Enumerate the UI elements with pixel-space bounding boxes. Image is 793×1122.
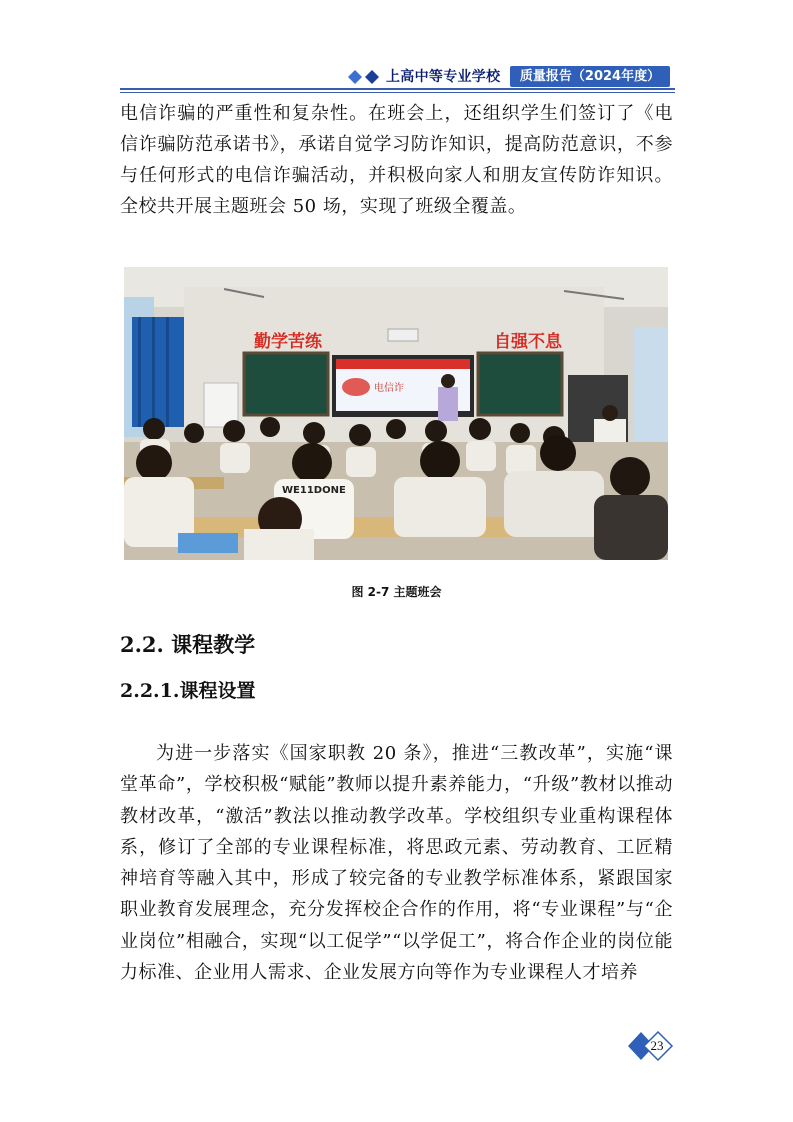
shirt-text: WE11DONE	[282, 485, 346, 496]
body-paragraph-2: 为进一步落实《国家职教 20 条》，推进“三教改革”，实施“课堂革命”，学校积极“赋能”教师以提升素养能力，“升级”教材以推动教材改革，“激活”教法以推动教学改革。学校组织专业重构课程体系，修订了全部的专业课程标准，将思政元素、劳动教育、工匠精神培育等融入其中，形成了较完备的专业教学标准体系，紧跟国家职业教育发展理念，充分发挥校企合作的作用，将“专业课程”与“企业岗位”相融合，实现“以工促学”“以学促工”，将合作企业的岗位能力标准、企业用人需求、企业发展方向等作为专业课程人才培养	[120, 743, 673, 984]
header-divider	[120, 88, 675, 90]
banner-left-text: 勤学苦练	[254, 332, 322, 352]
subsection-heading: 2.2.1.课程设置	[120, 680, 256, 702]
figure-caption: 图 2-7 主题班会	[351, 585, 442, 599]
report-badge: 质量报告（2024年度）	[510, 66, 670, 87]
diamond-icon	[347, 69, 387, 85]
page-number: 23	[650, 1038, 664, 1053]
body-paragraph-1: 电信诈骗的严重性和复杂性。在班会上，还组织学生们签订了《电信诈骗防范承诺书》，承诺自觉学习防诈知识，提高防范意识，不参与任何形式的电信诈骗活动，并积极向家人和朋友宣传防诈知识。全校共开展主题班会 50 场，实现了班级全覆盖。	[120, 103, 673, 217]
header-divider-thin	[120, 92, 675, 93]
page-header	[0, 0, 793, 96]
classroom-photo	[124, 267, 668, 560]
section-heading: 2.2. 课程教学	[120, 632, 256, 657]
banner-right-text: 自强不息	[494, 332, 562, 352]
school-name: 上高中等专业学校	[386, 69, 501, 85]
screen-text: 电信诈	[374, 383, 404, 394]
